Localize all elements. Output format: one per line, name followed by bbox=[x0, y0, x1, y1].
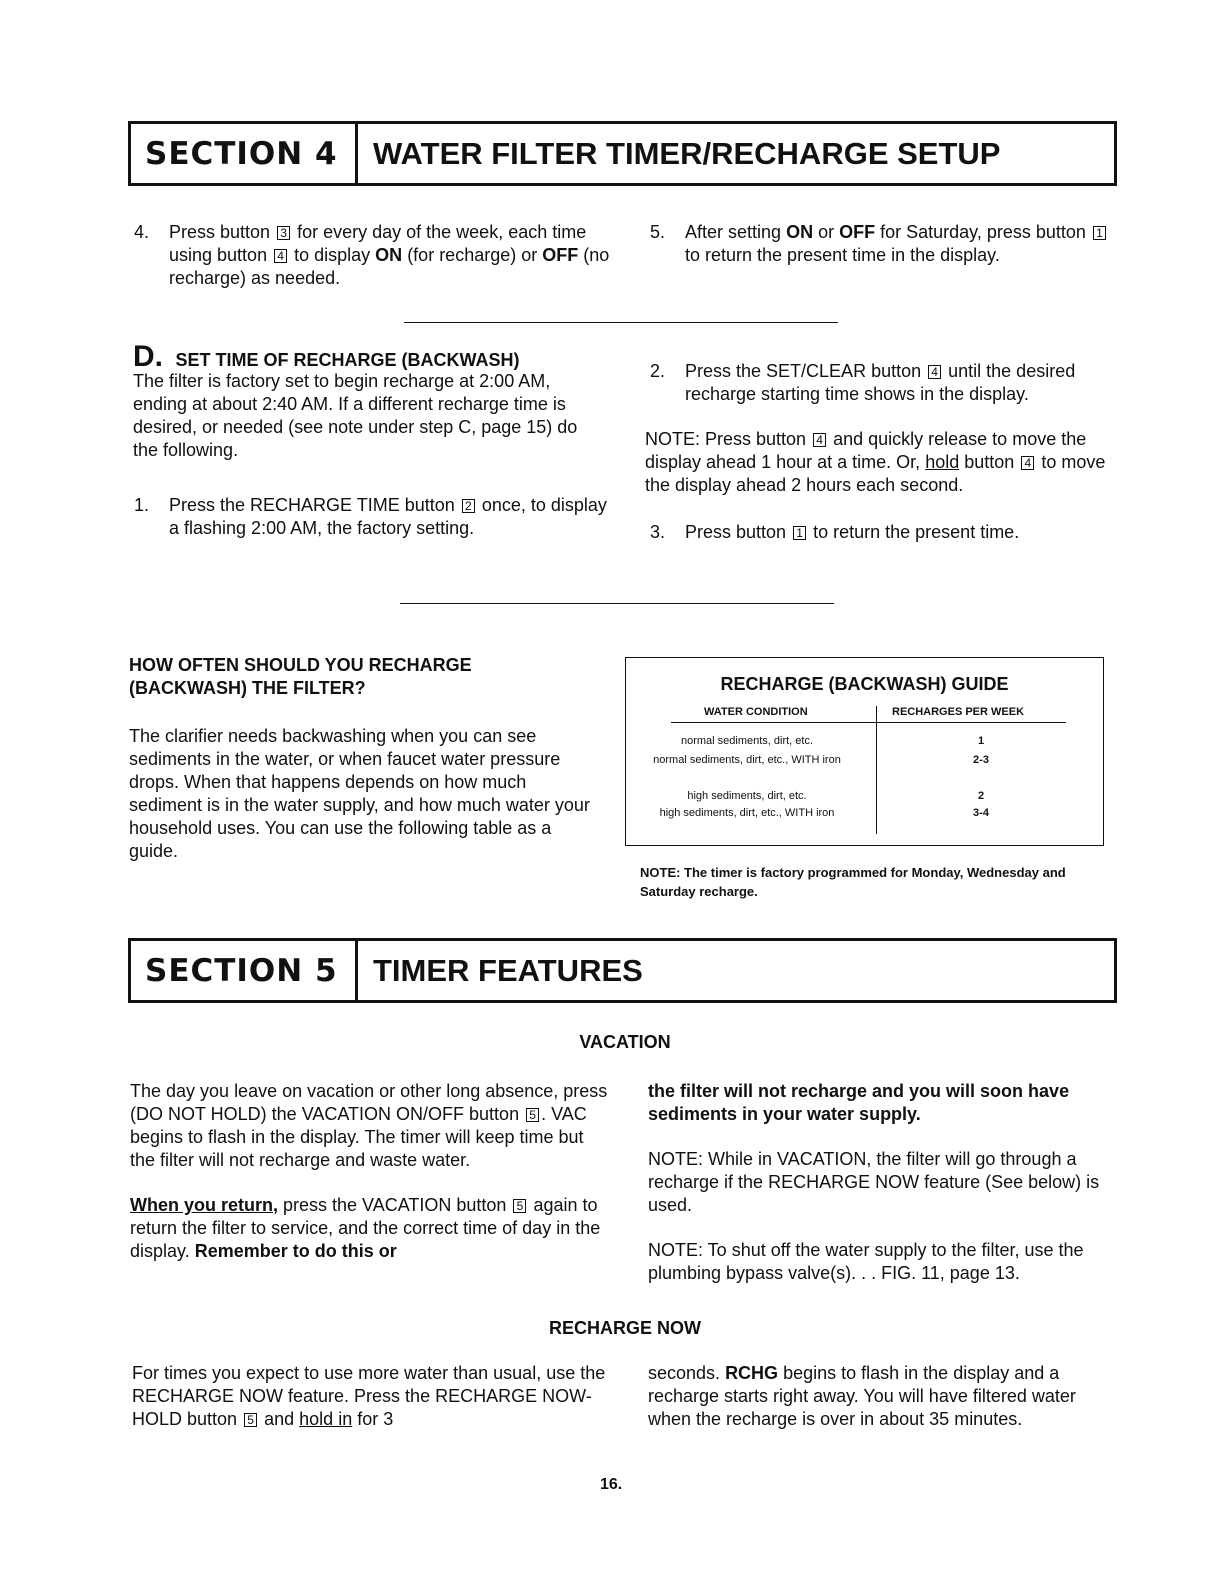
step-d1 bbox=[134, 494, 614, 540]
text: to move the display ahead 2 hours each second. bbox=[645, 452, 1106, 495]
guide-title: RECHARGE (BACKWASH) GUIDE bbox=[720, 674, 1009, 694]
text: Press the SET/CLEAR button bbox=[685, 361, 922, 381]
page-number: 16. bbox=[600, 1476, 623, 1493]
text: Press button bbox=[685, 522, 787, 542]
text: and quickly release to move the display ahead 1 hour at a time. Or, bbox=[645, 429, 1087, 472]
recharge-now-left bbox=[132, 1362, 610, 1431]
on-text: ON bbox=[786, 222, 814, 242]
table-cell: high sediments, dirt, etc., WITH iron bbox=[659, 807, 835, 819]
button-2-icon: 2 bbox=[462, 499, 475, 513]
button-5-icon: 5 bbox=[513, 1199, 526, 1213]
step-4 bbox=[134, 221, 614, 290]
step-text bbox=[169, 221, 614, 290]
vacation-heading: VACATION bbox=[579, 1032, 671, 1052]
text: For times you expect to use more water than usual, use the RECHARGE NOW feature. Press the RECHARGE NOW-HOLD button bbox=[132, 1363, 606, 1429]
step-number: 1. bbox=[134, 495, 150, 515]
heading: SET TIME OF RECHARGE (BACKWASH) bbox=[175, 350, 520, 370]
text: until the desired recharge starting time shows in the display. bbox=[685, 361, 1076, 404]
button-4-icon: 4 bbox=[813, 433, 826, 447]
text: and bbox=[264, 1409, 295, 1429]
text: once, to display a flashing 2:00 AM, the factory setting. bbox=[169, 495, 607, 538]
text: or bbox=[818, 222, 835, 242]
remember-text: Remember to do this or bbox=[194, 1241, 397, 1261]
text: for every day of the week, each time using button bbox=[169, 222, 587, 265]
table-cell: 3-4 bbox=[973, 807, 989, 819]
hold-text: hold bbox=[925, 452, 960, 472]
column-header: WATER CONDITION bbox=[704, 706, 808, 718]
text: button bbox=[964, 452, 1015, 472]
section-d-heading bbox=[133, 340, 603, 374]
text: Press the RECHARGE TIME button bbox=[169, 495, 455, 515]
on-text: ON bbox=[375, 245, 403, 265]
note-text: NOTE: To shut off the water supply to the filter, use the plumbing bypass valve(s). . . FIG. 11, page 13. bbox=[648, 1240, 1084, 1283]
table-cell: 1 bbox=[977, 735, 985, 747]
guide-note: NOTE: The timer is factory programmed for Monday, Wednesday and Saturday recharge. bbox=[640, 865, 1066, 899]
rchg-text: RCHG bbox=[725, 1363, 779, 1383]
off-text: OFF bbox=[839, 222, 876, 242]
button-4-icon: 4 bbox=[928, 365, 941, 379]
text: to return the present time. bbox=[813, 522, 1020, 542]
step-text bbox=[685, 521, 1120, 544]
button-4-icon: 4 bbox=[1021, 456, 1034, 470]
section-title: TIMER FEATURES bbox=[373, 952, 643, 988]
vacation-paragraph-1 bbox=[130, 1080, 608, 1172]
step-text bbox=[685, 221, 1120, 267]
step-d2 bbox=[650, 360, 1120, 406]
table-cell: 2 bbox=[977, 790, 985, 802]
step-text bbox=[169, 494, 614, 540]
hold-in-text: hold in bbox=[299, 1409, 353, 1429]
step-number: 3. bbox=[650, 522, 666, 542]
button-5-icon: 5 bbox=[244, 1413, 257, 1427]
text: to display bbox=[294, 245, 371, 265]
section-title: WATER FILTER TIMER/RECHARGE SETUP bbox=[373, 135, 1001, 171]
warning-text: the filter will not recharge and you will soon have sediments in your water supply. bbox=[648, 1081, 1070, 1124]
table-cell: high sediments, dirt, etc. bbox=[687, 790, 807, 802]
text: for Saturday, press button bbox=[880, 222, 1086, 242]
text: The day you leave on vacation or other long absence, press (DO NOT HOLD) the VACATION ON/OFF button bbox=[130, 1081, 608, 1124]
button-3-icon: 3 bbox=[277, 226, 290, 240]
note-hold bbox=[645, 428, 1115, 497]
vacation-right bbox=[648, 1080, 1118, 1285]
text: seconds. bbox=[648, 1363, 721, 1383]
button-1-icon: 1 bbox=[1093, 226, 1106, 240]
off-text: OFF bbox=[542, 245, 579, 265]
how-often-heading: HOW OFTEN SHOULD YOU RECHARGE (BACKWASH) THE FILTER? bbox=[129, 655, 472, 698]
step-number: 2. bbox=[650, 361, 666, 381]
table-cell: 2-3 bbox=[973, 754, 989, 766]
text: NOTE: Press button bbox=[645, 429, 807, 449]
step-number: 4. bbox=[134, 222, 150, 242]
text: press the VACATION button bbox=[283, 1195, 507, 1215]
step-number: 5. bbox=[650, 222, 666, 242]
step-d3 bbox=[650, 521, 1120, 544]
text: Press button bbox=[169, 222, 271, 242]
text: begins to flash in the display and a recharge starts right away. You will have filtered water when the recharge is over in about 35 minutes. bbox=[648, 1363, 1076, 1429]
text: to return the present time in the display. bbox=[685, 245, 1000, 265]
table-cell: normal sediments, dirt, etc. bbox=[680, 735, 814, 747]
table-cell: normal sediments, dirt, etc., WITH iron bbox=[653, 754, 841, 766]
intro-text: The filter is factory set to begin recharge at 2:00 AM, ending at about 2:40 AM. If a different recharge time is desired, or needed (see note under step C, page 15) do the following. bbox=[133, 371, 578, 460]
vacation-paragraph-2 bbox=[130, 1194, 608, 1263]
text: . VAC begins to flash in the display. The timer will keep time but the filter will not recharge and waste water. bbox=[130, 1104, 587, 1170]
section-4-header bbox=[128, 121, 1117, 186]
section-number: SECTION 4 bbox=[131, 124, 358, 183]
recharge-now-heading: RECHARGE NOW bbox=[549, 1318, 701, 1338]
section-number: SECTION 5 bbox=[131, 941, 358, 1000]
recharge-guide-table bbox=[625, 657, 1104, 846]
vacation-left bbox=[130, 1080, 608, 1263]
step-text bbox=[685, 360, 1120, 406]
text: (no recharge) as needed. bbox=[169, 245, 610, 288]
text: again to return the filter to service, and the correct time of day in the display. bbox=[130, 1195, 601, 1261]
button-1-icon: 1 bbox=[793, 526, 806, 540]
step-5 bbox=[650, 221, 1120, 267]
header-rule bbox=[671, 722, 1066, 723]
recharge-now-right bbox=[648, 1362, 1118, 1431]
text: After setting bbox=[685, 222, 782, 242]
section-letter: D. bbox=[133, 340, 163, 373]
column-divider bbox=[876, 706, 877, 834]
button-5-icon: 5 bbox=[526, 1108, 539, 1122]
text: for 3 bbox=[357, 1409, 394, 1429]
section-5-header bbox=[128, 938, 1117, 1003]
when-you-return-text: When you return, bbox=[130, 1195, 278, 1215]
column-header: RECHARGES PER WEEK bbox=[892, 706, 1025, 718]
divider bbox=[400, 603, 834, 604]
text: (for recharge) or bbox=[407, 245, 538, 265]
how-often-body: The clarifier needs backwashing when you can see sediments in the water, or when faucet water pressure drops. When that happens depends on how much sediment is in the water supply, and how much water your household uses. You can use the following table as a guide. bbox=[129, 726, 590, 861]
section-d bbox=[133, 340, 603, 462]
how-often-section bbox=[129, 654, 599, 863]
note-text: NOTE: While in VACATION, the filter will go through a recharge if the RECHARGE NOW feature (See below) is used. bbox=[648, 1149, 1100, 1215]
divider bbox=[404, 322, 838, 323]
button-4-icon: 4 bbox=[274, 249, 287, 263]
